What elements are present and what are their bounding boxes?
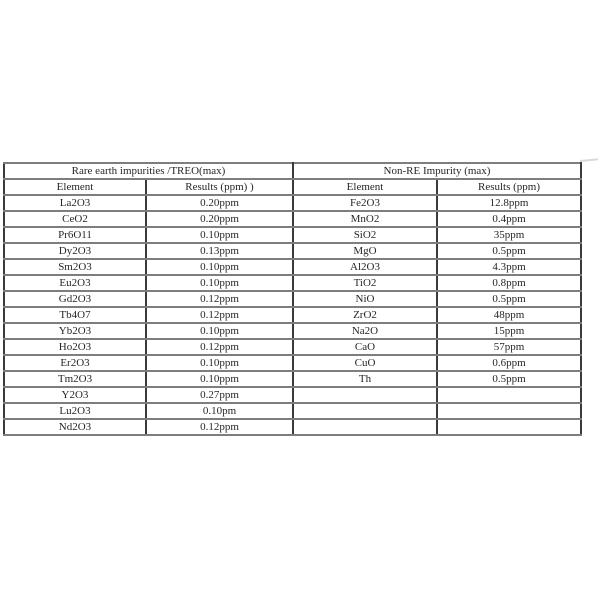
left-section-title: Rare earth impurities /TREO(max) [4, 163, 293, 179]
table-row [4, 243, 581, 259]
right-result-cell: 48ppm [437, 307, 581, 323]
left-result-cell: 0.12ppm [146, 339, 293, 355]
right-element-cell: NiO [293, 291, 437, 307]
left-element-cell: Er2O3 [4, 355, 146, 371]
right-result-cell [437, 419, 581, 435]
right-element-cell: Al2O3 [293, 259, 437, 275]
left-element-cell: La2O3 [4, 195, 146, 211]
left-element-cell: Gd2O3 [4, 291, 146, 307]
table-row [4, 387, 581, 403]
left-result-cell: 0.12ppm [146, 419, 293, 435]
left-result-cell: 0.10ppm [146, 323, 293, 339]
table-row [4, 291, 581, 307]
right-element-cell: Fe2O3 [293, 195, 437, 211]
right-result-cell: 0.5ppm [437, 243, 581, 259]
right-section-title: Non-RE Impurity (max) [293, 163, 581, 179]
section-title-row [4, 163, 581, 179]
table-row [4, 195, 581, 211]
left-element-cell: Sm2O3 [4, 259, 146, 275]
table-row [4, 259, 581, 275]
left-result-cell: 0.12ppm [146, 307, 293, 323]
left-result-cell: 0.12ppm [146, 291, 293, 307]
left-results-column-header: Results (ppm) ) [146, 179, 293, 195]
right-results-column-header: Results (ppm) [437, 179, 581, 195]
left-result-cell: 0.10ppm [146, 371, 293, 387]
table-row [4, 275, 581, 291]
right-element-column-header: Element [293, 179, 437, 195]
column-header-row [4, 179, 581, 195]
right-element-cell: ZrO2 [293, 307, 437, 323]
left-element-cell: Nd2O3 [4, 419, 146, 435]
left-element-cell: Dy2O3 [4, 243, 146, 259]
right-result-cell: 0.6ppm [437, 355, 581, 371]
right-element-cell: SiO2 [293, 227, 437, 243]
right-result-cell: 0.4ppm [437, 211, 581, 227]
left-result-cell: 0.10ppm [146, 259, 293, 275]
right-result-cell: 57ppm [437, 339, 581, 355]
right-result-cell [437, 387, 581, 403]
right-result-cell: 35ppm [437, 227, 581, 243]
left-result-cell: 0.10pm [146, 403, 293, 419]
table-row [4, 355, 581, 371]
left-element-column-header: Element [4, 179, 146, 195]
right-element-cell: MgO [293, 243, 437, 259]
left-element-cell: Y2O3 [4, 387, 146, 403]
left-result-cell: 0.20ppm [146, 211, 293, 227]
right-element-cell [293, 419, 437, 435]
left-element-cell: Tm2O3 [4, 371, 146, 387]
right-element-cell: CuO [293, 355, 437, 371]
right-element-cell: Na2O [293, 323, 437, 339]
scan-artifact-line [580, 158, 598, 162]
right-element-cell: Th [293, 371, 437, 387]
table-row [4, 227, 581, 243]
left-element-cell: Eu2O3 [4, 275, 146, 291]
left-element-cell: Lu2O3 [4, 403, 146, 419]
impurities-table [3, 162, 582, 436]
left-element-cell: Tb4O7 [4, 307, 146, 323]
left-element-cell: Pr6O11 [4, 227, 146, 243]
table-row [4, 211, 581, 227]
right-element-cell: MnO2 [293, 211, 437, 227]
right-result-cell: 4.3ppm [437, 259, 581, 275]
table-body [4, 195, 581, 435]
left-result-cell: 0.10ppm [146, 227, 293, 243]
table-row [4, 371, 581, 387]
right-element-cell: CaO [293, 339, 437, 355]
right-element-cell [293, 403, 437, 419]
table-row [4, 323, 581, 339]
right-element-cell [293, 387, 437, 403]
right-result-cell: 0.5ppm [437, 371, 581, 387]
left-result-cell: 0.10ppm [146, 275, 293, 291]
left-element-cell: Yb2O3 [4, 323, 146, 339]
left-result-cell: 0.10ppm [146, 355, 293, 371]
left-element-cell: CeO2 [4, 211, 146, 227]
left-result-cell: 0.27ppm [146, 387, 293, 403]
left-result-cell: 0.13ppm [146, 243, 293, 259]
right-result-cell: 15ppm [437, 323, 581, 339]
left-result-cell: 0.20ppm [146, 195, 293, 211]
right-result-cell [437, 403, 581, 419]
table-row [4, 419, 581, 435]
right-result-cell: 0.5ppm [437, 291, 581, 307]
right-result-cell: 12.8ppm [437, 195, 581, 211]
right-result-cell: 0.8ppm [437, 275, 581, 291]
table-row [4, 403, 581, 419]
left-element-cell: Ho2O3 [4, 339, 146, 355]
table-row [4, 307, 581, 323]
right-element-cell: TiO2 [293, 275, 437, 291]
table-row [4, 339, 581, 355]
